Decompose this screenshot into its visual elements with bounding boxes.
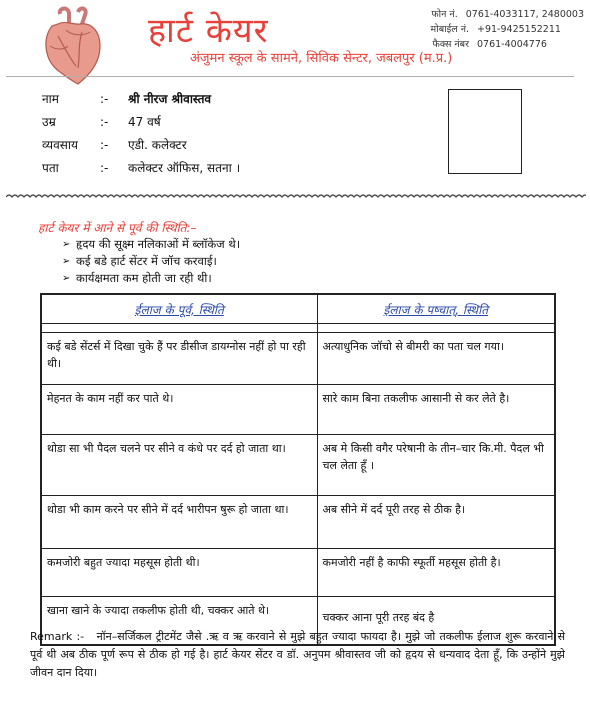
arrow-bullet-icon: ➢ — [62, 239, 71, 250]
phone-label: फोन नं. — [431, 9, 458, 20]
cell-before: मेहनत के काम नहीं कर पाते थे। — [41, 385, 317, 435]
header-after: ईलाज के पष्चात्, स्थिति — [317, 294, 555, 324]
list-item — [62, 236, 240, 253]
point-text: कार्यक्षमता कम होती जा रही थी। — [76, 271, 212, 285]
table-row — [41, 385, 555, 435]
cell-after: सारे काम बिना तकलीफ आसानी से कर लेते है। — [317, 385, 555, 435]
table-row — [41, 333, 555, 385]
heart-logo — [38, 6, 108, 86]
before-heading: हार्ट केयर में आने से पूर्व की स्थिति:– — [38, 221, 197, 235]
wavy-divider — [6, 193, 586, 201]
cell-after: चक्कर आना पूरी तरह बंद है — [317, 597, 555, 645]
occupation-separator: :- — [100, 137, 109, 152]
address-label: पता — [42, 161, 59, 175]
clinic-address: अंजुमन स्कूल के सामने, सिविक सेन्टर, जबलपुर (म.प्र.) — [190, 51, 453, 66]
name-row — [42, 87, 240, 110]
list-item — [62, 270, 240, 287]
occupation-row — [42, 133, 240, 156]
name-value: श्री नीरज श्रीवास्तव — [128, 92, 212, 106]
cell-after: कमजोरी नहीं है काफी स्फूर्ती महसूस होती है। — [317, 549, 555, 597]
fax-row — [404, 37, 584, 52]
patient-details — [42, 87, 240, 179]
occupation-value: एडी. कलेक्टर — [128, 138, 187, 152]
address-value: कलेक्टर ऑफिस, सतना । — [128, 161, 241, 175]
list-item — [62, 253, 240, 270]
cell-after: अत्याधुनिक जॉचो से बीमरी का पता चल गया। — [317, 333, 555, 385]
address-row — [42, 156, 240, 179]
table-row — [41, 549, 555, 597]
cell-after: अब मे किसी वगैर परेषानी के तीन–चार कि.मी. पैदल भी चल लेता हूँ । — [317, 435, 555, 496]
name-label: नाम — [42, 92, 59, 106]
cell-before: थोडा सा भी पैदल चलने पर सीने व कंधे पर दर्द हो जाता था। — [41, 435, 317, 496]
cell-before: कई बडे सेंटर्स में दिखा चुके हैं पर डीसीज डायग्नोस नहीं हो पा रही थी। — [41, 333, 317, 385]
table-row — [41, 496, 555, 549]
table-header-row — [41, 294, 555, 324]
cell-before: कमजोरी बहुत ज्यादा महसूस होती थी। — [41, 549, 317, 597]
cell-before: थोडा भी काम करने पर सीने में दर्द भारीपन षुरू हो जाता था। — [41, 496, 317, 549]
age-separator: :- — [100, 114, 109, 129]
address-separator: :- — [100, 160, 109, 175]
mobile-label: मोबाईल नं. — [430, 24, 469, 35]
phone-value: 0761-4033117, 2480003 — [465, 9, 584, 20]
arrow-bullet-icon: ➢ — [62, 256, 71, 267]
name-separator: :- — [100, 91, 109, 106]
mobile-value: +91-9425152211 — [477, 24, 561, 35]
phone-row — [404, 7, 584, 22]
cell-before: खाना खाने के ज्यादा तकलीफ होती थी, चक्कर आते थे। — [41, 597, 317, 645]
occupation-label: व्यवसाय — [42, 138, 78, 152]
remark — [30, 628, 565, 682]
fax-label: फैक्स नंबर — [432, 39, 469, 50]
before-points — [62, 236, 240, 287]
treatment-table — [40, 293, 556, 646]
age-value: 47 वर्ष — [128, 115, 161, 129]
header-before: ईलाज के पूर्व, स्थिति — [41, 294, 317, 324]
point-text: हृदय की सूक्ष्म नलिकाओं में ब्लॉकेज थे। — [76, 237, 241, 251]
header-divider — [6, 76, 574, 77]
photo-box — [448, 89, 522, 174]
cell-after: अब सीने में दर्द पूरी तरह से ठीक है। — [317, 496, 555, 549]
mobile-row — [404, 22, 584, 37]
remark-text: नॉन–सर्जिकल ट्रीटमेंट जैसे .ऋ व ऋ करवाने से मुझे बहुत ज्यादा फायदा है। मुझे जो तकलीफ ईलाज शुरू करवाने से पूर्व थी अब ठीक पूर्ण रूप से ठीक हो गई है। हार्ट केयर सेंटर व डॉ. अनुपम श्रीवास्तव जी को हृदय से धन्यवाद देता हूँ, कि उन्होंने मुझे जीवन दान दिया। — [30, 630, 566, 679]
fax-value: 0761-4004776 — [477, 39, 547, 50]
contact-info — [404, 7, 584, 52]
age-label: उम्र — [42, 115, 56, 129]
table-spacer — [41, 324, 555, 333]
arrow-bullet-icon: ➢ — [62, 273, 71, 284]
table-row — [41, 435, 555, 496]
point-text: कई बडे हार्ट सेंटर में जॉच करवाई। — [76, 254, 217, 268]
age-row — [42, 110, 240, 133]
remark-label: Remark :- — [30, 630, 85, 643]
clinic-name: हार्ट केयर — [148, 11, 269, 51]
